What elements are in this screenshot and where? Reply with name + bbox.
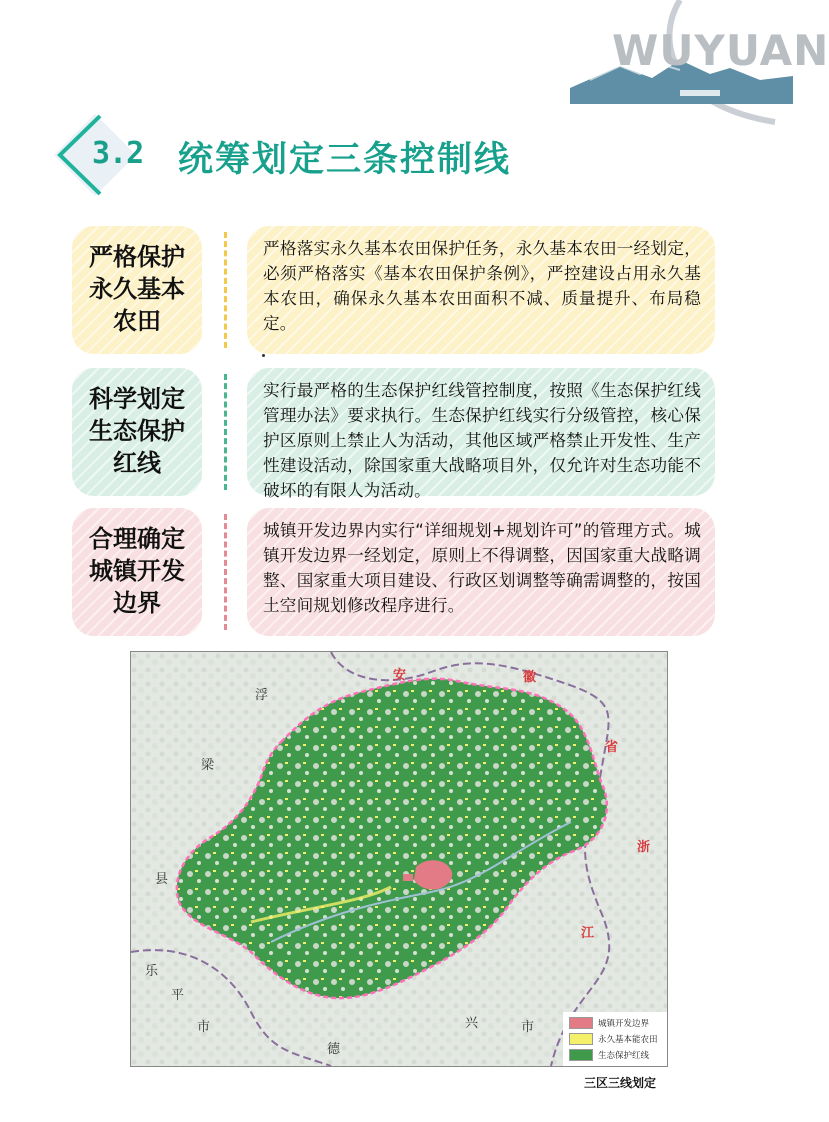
zoning-map — [130, 651, 668, 1067]
province-label: 安 — [393, 668, 407, 683]
card-divider — [224, 374, 227, 490]
card-body: 实行最严格的生态保护红线管控制度，按照《生态保护红线管理办法》要求执行。生态保护红线实行分级管控，核心保护区原则上禁止人为活动，其他区域严格禁止开发性、生产性建设活动，除国家重大战略项目外，仅允许对生态功能不破坏的有限人为活动。 — [263, 381, 701, 500]
legend-label: 永久基本能农田 — [598, 1035, 658, 1045]
legend-label: 城镇开发边界 — [598, 1019, 650, 1029]
legend-item — [569, 1015, 649, 1031]
legend-swatch — [569, 1049, 593, 1061]
card-body: 严格落实永久基本农田保护任务，永久基本农田一经划定， 必须严格落实《基本农田保护条例》，严控建设占用永久基本农田，确保永久基本农田面积不减、质量提升、布局稳定。 — [263, 239, 701, 333]
card-divider — [224, 232, 227, 348]
legend-swatch — [569, 1017, 593, 1029]
card-text-urban — [247, 508, 715, 636]
legend-swatch — [569, 1033, 593, 1045]
county-label: 德 — [327, 1042, 341, 1057]
card-label-farmland — [72, 226, 202, 354]
county-label: 兴 — [465, 1016, 479, 1031]
card-label-text: 合理确定 城镇开发 边界 — [89, 525, 185, 617]
card-text-farmland — [247, 226, 715, 354]
map-graphic — [131, 652, 667, 1066]
county-label: 县 — [155, 872, 169, 887]
card-divider — [224, 514, 227, 630]
card-label-urban — [72, 508, 202, 636]
county-label: 乐 — [145, 964, 159, 979]
province-label: 省 — [605, 740, 619, 755]
card-text-ecology — [247, 368, 715, 500]
card-label-text: 严格保护 永久基本 农田 — [89, 243, 185, 335]
legend-item — [569, 1047, 649, 1063]
map-caption: 三区三线划定 — [584, 1076, 657, 1090]
card-label-ecology — [72, 368, 202, 496]
section-title: 统筹划定三条控制线 — [178, 140, 512, 180]
section-number: 3.2 — [92, 136, 144, 171]
county-label: 市 — [197, 1020, 211, 1035]
county-label: 梁 — [201, 758, 215, 773]
province-label: 浙 — [637, 840, 651, 855]
separator-dot — [262, 354, 265, 357]
county-label: 浮 — [255, 688, 269, 703]
legend-label: 生态保护红线 — [598, 1051, 650, 1061]
province-label: 江 — [581, 926, 595, 941]
card-label-text: 科学划定 生态保护 红线 — [89, 385, 185, 477]
card-body: 城镇开发边界内实行“详细规划+规划许可”的管理方式。城镇开发边界一经划定，原则上不得调整，因国家重大战略调整、国家重大项目建设、行政区划调整等确需调整的，按国土空间规划修改程序进行。 — [263, 521, 701, 615]
county-label: 市 — [521, 1020, 535, 1035]
legend-item — [569, 1031, 658, 1047]
brand-logo: WUYUAN — [612, 26, 829, 75]
province-label: 徽 — [523, 670, 537, 685]
map-legend — [563, 1012, 667, 1066]
county-label: 平 — [171, 988, 185, 1003]
